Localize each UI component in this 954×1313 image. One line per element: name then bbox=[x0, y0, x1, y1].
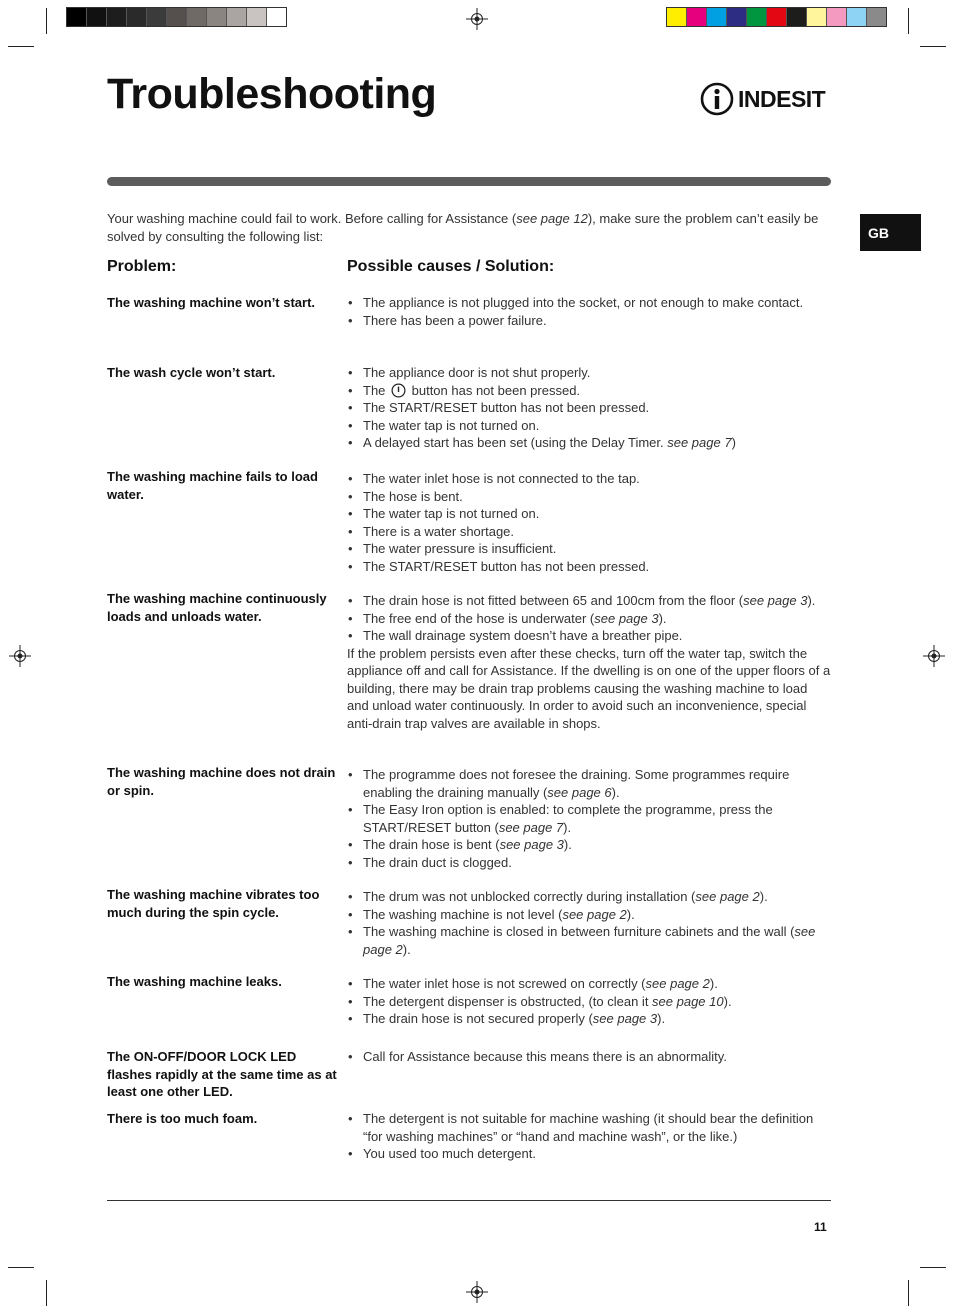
solution-item: • The water tap is not turned on. bbox=[347, 505, 831, 523]
solution-text: button has not been pressed. bbox=[408, 382, 581, 398]
color-swatch bbox=[87, 8, 107, 26]
solution-item: • The wall drainage system doesn’t have a breather pipe. bbox=[347, 627, 831, 645]
solution-list bbox=[347, 364, 831, 452]
crop-mark bbox=[920, 46, 946, 47]
solution-text: ) bbox=[731, 435, 736, 450]
color-swatch bbox=[67, 8, 87, 26]
page-ref: see page 3 bbox=[592, 1011, 658, 1026]
solution-item: • The water pressure is insufficient. bbox=[347, 540, 831, 558]
page-title: Troubleshooting bbox=[107, 70, 437, 118]
brand-name: INDESIT bbox=[738, 85, 826, 112]
color-swatch bbox=[787, 8, 807, 26]
solution-text: The free end of the hose is underwater ( bbox=[363, 610, 595, 626]
color-swatch bbox=[747, 8, 767, 26]
color-swatch bbox=[667, 8, 687, 26]
solution-item: • The water tap is not turned on. bbox=[347, 417, 831, 435]
color-swatch bbox=[187, 8, 207, 26]
solution-list bbox=[347, 1110, 831, 1163]
solution-list bbox=[347, 766, 831, 871]
solution-item bbox=[347, 592, 831, 610]
page-ref: see page 2 bbox=[695, 889, 760, 904]
solution-item bbox=[347, 610, 831, 628]
brand-logo bbox=[700, 82, 825, 116]
problem-label: The washing machine vibrates too much during the spin cycle. bbox=[107, 887, 320, 920]
solution-list bbox=[347, 1048, 831, 1066]
solution-item: • The drain duct is clogged. bbox=[347, 854, 831, 872]
solution-text: ). bbox=[723, 993, 732, 1009]
crop-mark bbox=[8, 46, 34, 47]
registration-mark-icon bbox=[466, 8, 488, 30]
color-swatch bbox=[807, 8, 827, 26]
crop-mark bbox=[46, 8, 47, 34]
solution-text: The detergent dispenser is obstructed, (to clean it bbox=[363, 993, 653, 1009]
problem-label: There is too much foam. bbox=[107, 1111, 258, 1126]
solution-text: The washing machine is closed in between furniture cabinets and the wall ( bbox=[363, 924, 795, 939]
page-ref: see page 2 bbox=[562, 906, 627, 922]
color-swatch bbox=[227, 8, 247, 26]
solution-note: If the problem persists even after these checks, turn off the water tap, switch the appliance off and call for Assistance. If the dwelling is on one of the upper floors of a building, there may be drain trap problems causing the washing machine to load and unload water continuously. In order to avoid such an inconvenience, special anti-drain trap valves are available in shops. bbox=[347, 645, 831, 731]
solution-list bbox=[347, 592, 831, 732]
color-swatch bbox=[767, 8, 787, 26]
problem-label: The washing machine won’t start. bbox=[107, 295, 316, 310]
color-swatch bbox=[127, 8, 147, 26]
problem-column-heading: Problem: bbox=[107, 258, 177, 275]
solution-text: ). bbox=[563, 819, 572, 835]
solution-item: • The detergent is not suitable for machine washing (it should bear the definition “for washing machines” or “hand and machine wash”, or the like.) bbox=[347, 1110, 831, 1145]
solution-text: The washing machine is not level ( bbox=[363, 906, 563, 922]
crop-mark bbox=[46, 1280, 47, 1306]
language-tab: GB bbox=[860, 214, 921, 251]
grey-color-bar bbox=[66, 7, 287, 27]
solution-text: ). bbox=[402, 941, 411, 957]
problem-label: The washing machine does not drain or spin. bbox=[107, 765, 336, 798]
solution-item bbox=[347, 888, 831, 906]
color-swatch bbox=[847, 8, 867, 26]
solution-item: • There has been a power failure. bbox=[347, 312, 831, 330]
solution-item: • The hose is bent. bbox=[347, 488, 831, 506]
solution-item bbox=[347, 836, 831, 854]
intro-text-start: Your washing machine could fail to work. Before calling for Assistance ( bbox=[107, 211, 517, 226]
solution-text: The drain hose is bent ( bbox=[363, 837, 500, 852]
registration-mark-icon bbox=[923, 645, 945, 667]
crop-mark bbox=[920, 1267, 946, 1268]
color-swatch bbox=[107, 8, 127, 26]
solution-text: The drain hose is not fitted between 65 and 100cm from the floor ( bbox=[363, 593, 744, 608]
page-ref: see page 3 bbox=[499, 837, 564, 852]
solution-list bbox=[347, 294, 831, 329]
color-swatch bbox=[687, 8, 707, 26]
indesit-logo-icon bbox=[700, 82, 734, 116]
problem-label: The washing machine continuously loads and unloads water. bbox=[107, 591, 327, 624]
problem-label: The wash cycle won’t start. bbox=[107, 365, 276, 380]
color-swatch bbox=[207, 8, 227, 26]
solution-item bbox=[347, 993, 831, 1011]
solution-text: ). bbox=[563, 837, 572, 852]
solution-text: The water inlet hose is not screwed on correctly ( bbox=[363, 976, 646, 991]
page-ref: see page 6 bbox=[547, 784, 612, 800]
page-ref: see page 3 bbox=[594, 610, 659, 626]
crop-mark bbox=[8, 1267, 34, 1268]
solution-item: • The START/RESET button has not been pressed. bbox=[347, 558, 831, 576]
color-swatch bbox=[827, 8, 847, 26]
crop-mark bbox=[908, 1280, 909, 1306]
solution-text: The drain hose is not secured properly ( bbox=[363, 1011, 593, 1026]
solution-text: ). bbox=[626, 906, 635, 922]
intro-text-end: ), make sure the problem can’t easily be solved by consulting the following list: bbox=[107, 211, 819, 244]
color-swatch bbox=[247, 8, 267, 26]
solution-text: The programme does not foresee the draining. Some programmes require enabling the draining manually ( bbox=[363, 767, 790, 800]
solution-list bbox=[347, 975, 831, 1028]
color-swatch bbox=[147, 8, 167, 26]
power-icon bbox=[391, 383, 406, 398]
intro-page-ref: see page 12 bbox=[516, 211, 588, 226]
solution-item bbox=[347, 923, 831, 958]
solution-item: • The appliance is not plugged into the socket, or not enough to make contact. bbox=[347, 294, 831, 312]
solution-list bbox=[347, 888, 831, 958]
process-color-bar bbox=[666, 7, 887, 27]
footer-rule bbox=[107, 1200, 831, 1201]
problem-label: The washing machine leaks. bbox=[107, 974, 282, 989]
solution-item bbox=[347, 906, 831, 924]
intro-text bbox=[107, 210, 831, 245]
registration-mark-icon bbox=[466, 1281, 488, 1303]
solution-text: The bbox=[363, 382, 390, 398]
solution-item: • There is a water shortage. bbox=[347, 523, 831, 541]
solution-item: • The water inlet hose is not connected to the tap. bbox=[347, 470, 831, 488]
problem-label: The ON-OFF/DOOR LOCK LED flashes rapidly at the same time as at least one other LED. bbox=[107, 1049, 337, 1099]
solution-item: • The START/RESET button has not been pressed. bbox=[347, 399, 831, 417]
problem-label: The washing machine fails to load water. bbox=[107, 469, 318, 502]
solution-text: The Easy Iron option is enabled: to complete the programme, press the START/RESET button ( bbox=[363, 802, 773, 835]
page-number: 11 bbox=[814, 1220, 827, 1234]
color-swatch bbox=[727, 8, 747, 26]
solution-text: ). bbox=[807, 593, 816, 608]
solution-item: • You used too much detergent. bbox=[347, 1145, 831, 1163]
color-swatch bbox=[867, 8, 886, 26]
solution-text: ). bbox=[657, 1011, 666, 1026]
solution-item: • The appliance door is not shut properly. bbox=[347, 364, 831, 382]
solution-text: ). bbox=[759, 889, 768, 904]
page-ref: see page 7 bbox=[667, 435, 732, 450]
solution-text: A delayed start has been set (using the Delay Timer. bbox=[363, 435, 668, 450]
solution-item: • Call for Assistance because this means there is an abnormality. bbox=[347, 1048, 831, 1066]
page-ref: see page 3 bbox=[743, 593, 808, 608]
color-swatch bbox=[707, 8, 727, 26]
solution-text: ). bbox=[658, 610, 667, 626]
header-rule bbox=[107, 177, 831, 186]
solution-text: ). bbox=[709, 976, 718, 991]
crop-mark bbox=[908, 8, 909, 34]
page-ref: see page 7 bbox=[498, 819, 564, 835]
solution-item bbox=[347, 434, 831, 452]
page-ref: see page 2 bbox=[645, 976, 710, 991]
page-ref: see page 10 bbox=[652, 993, 724, 1009]
solution-column-heading: Possible causes / Solution: bbox=[347, 258, 555, 275]
page-ref: see page 2 bbox=[363, 924, 816, 957]
solution-item bbox=[347, 766, 831, 801]
solution-item bbox=[347, 382, 831, 400]
solution-item bbox=[347, 801, 831, 836]
solution-item bbox=[347, 1010, 831, 1028]
solution-text: The drum was not unblocked correctly during installation ( bbox=[363, 889, 696, 904]
solution-list bbox=[347, 470, 831, 575]
registration-mark-icon bbox=[9, 645, 31, 667]
color-swatch bbox=[167, 8, 187, 26]
solution-item bbox=[347, 975, 831, 993]
solution-text: ). bbox=[611, 784, 620, 800]
color-swatch bbox=[267, 8, 286, 26]
